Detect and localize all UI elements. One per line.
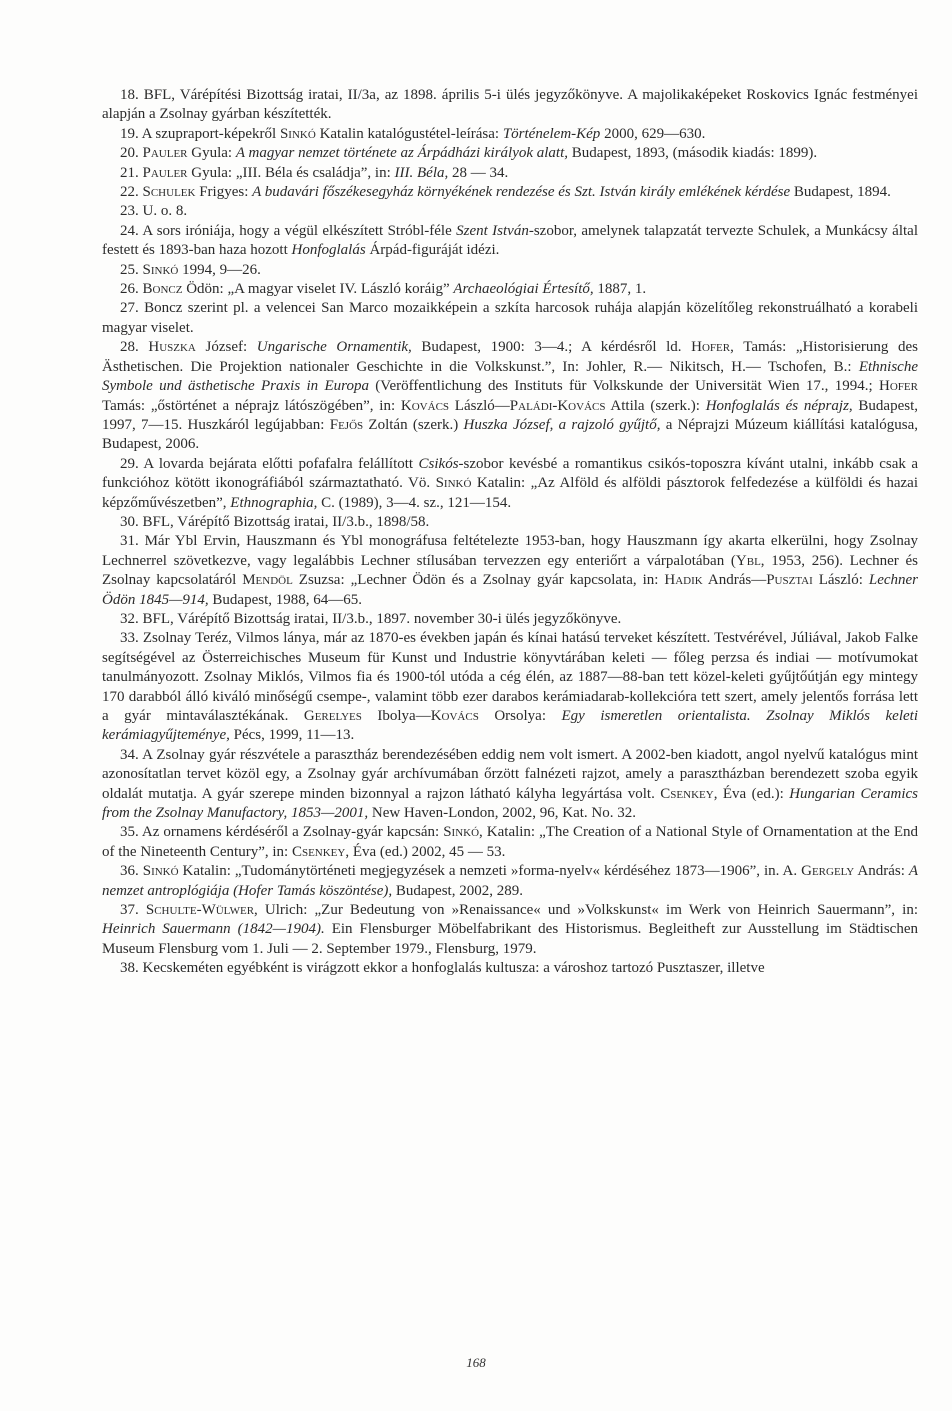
footnote-text: Frigyes: (195, 184, 253, 201)
footnotes-list (102, 86, 918, 979)
footnote-text: 1887, 1. (593, 281, 647, 298)
footnote-22 (102, 183, 918, 202)
footnote-34 (102, 746, 918, 824)
footnote-23 (102, 202, 918, 221)
footnote-text: Kovács (400, 397, 450, 414)
footnote-text: Schulek (142, 184, 196, 201)
footnote-30 (102, 513, 918, 532)
footnote-text: Árpád-figuráját idézi. (365, 242, 500, 259)
footnote-text: Sinkó (142, 261, 179, 278)
footnote-text: 24. A sors iróniája, hogy a végül elkészített Stróbl-féle (120, 222, 457, 239)
footnote-text: Lechner Ödön 1845—914, (102, 572, 919, 608)
footnote-text: Szent István (456, 222, 529, 239)
footnote-text: 34. A Zsolnay gyár részvétele a parasztház berendezésében eddig nem volt ismert. A 2002-ben kiadott, angol nyelvű katalógus mint azonosítatlan tervet közöl egy, a Zsolnay gyár archívumában őrzött falnézeti rajzot, amely a parasztházban berendezett szoba egyik oldalát mutatja. A gyár szerepe minden bizonnyal a rajzon látható kályha legyártása volt. (102, 746, 918, 802)
footnote-text: 28. (120, 339, 149, 356)
footnote-29 (102, 455, 918, 513)
footnote-text: Gerelyes (303, 708, 362, 724)
footnote-text: Heinrich Sauermann (1842—1904). (102, 921, 325, 938)
footnote-26 (102, 280, 918, 299)
footnote-text: A magyar nemzet története az Árpádházi királyok alatt, (235, 145, 569, 162)
footnote-35 (102, 823, 918, 862)
footnote-text: 32. BFL, Várépítő Bizottság iratai, II/3.b., 1897. november 30-i ülés jegyzőkönyve. (120, 610, 622, 627)
footnote-text: , Tamás: „Historisierung des Ästhetischen. Die Projektion nationaler Geschichte in die Volkskunst.”, In: Johler, R.— Nikitsch, H.— Tschofen, B.: (102, 339, 919, 375)
footnote-text: Boncz (142, 281, 183, 298)
footnote-text: Ethnische Symbole und ästhetische Praxis in Europa (102, 358, 918, 395)
footnote-31 (102, 532, 918, 610)
footnote-text: Budapest, 1997, 7—15. Huszkáról legújabban: (102, 397, 919, 433)
footnote-text: 33. Zsolnay Teréz, Vilmos lánya, már az 1870-es években japán és kínai hatású terveket készített. Testvérével, Júliával, Jakob Falke segítségével az Österreichisches Museum für Kunst und Industrie könyvtárában keleti — főleg perzsa és indiai — motívumokat tanulmányozott. Zsolnay Miklós, Vilmos fia és 1900-tól utóda a cég élén, az 1887—88-ban tett közel-keleti gyűjtőútján egy mintegy 170 darabból álló kiváló minőségű csempe-, valamint több ezer darabos kerámiadarab-kollekcióra tett szert, amely jelentős forrása lett a gyár mintaválasztékának. (102, 630, 918, 724)
footnote-text: A nemzet antroplógiája (Hofer Tamás köszöntése), (102, 863, 919, 899)
footnote-text: Ibolya— (361, 708, 431, 724)
footnote-text: Pusztai (766, 572, 813, 589)
footnote-37 (102, 901, 918, 959)
footnote-text: Budapest, 1900: 3—4.; A kérdésről ld. (411, 339, 692, 356)
footnote-text: , 1953, 256). Lechner és Zsolnay kapcsolatáról (102, 552, 918, 589)
footnote-text: Honfoglalás és néprajz, (705, 397, 853, 414)
footnote-text: Csikós (418, 455, 459, 472)
footnote-text: József: (195, 339, 257, 356)
footnote-text: Mendöl (242, 572, 293, 589)
footnote-text: László— (449, 397, 510, 414)
footnote-27 (102, 299, 918, 338)
footnote-text: 37. (120, 902, 146, 919)
footnote-text: Fejős (329, 416, 364, 433)
footnote-text: Történelem-Kép (502, 125, 601, 142)
footnote-text: 29. A lovarda bejárata előtti pofafalra felállított (120, 455, 419, 472)
footnote-text: Ethnographia, (230, 494, 318, 511)
footnote-text: Budapest, 2002, 289. (392, 882, 523, 899)
page-number: 168 (466, 1355, 486, 1370)
footnote-text: Budapest, 1988, 64—65. (208, 591, 362, 608)
footnote-text: Egy ismeretlen orientalista. Zsolnay Miklós keleti kerámiagyűjteménye, (102, 708, 918, 744)
footnote-text: , Éva (ed.): (713, 785, 790, 802)
footnote-text: András: (854, 863, 909, 880)
footnote-text: 21. (120, 164, 143, 181)
footnote-text: Budapest, 1894. (790, 184, 891, 201)
footnote-text: , Éva (ed.) 2002, 45 — 53. (345, 843, 506, 860)
footnote-text: 30. BFL, Várépítő Bizottság iratai, II/3.b., 1898/58. (120, 513, 430, 530)
footnote-text: Archaeológiai Értesítő, (453, 281, 594, 298)
footnote-text: Sinkó (443, 824, 480, 841)
footnote-text: Orsolya: (478, 708, 562, 724)
footnote-text: Huszka József, a rajzoló gyűjtő, (463, 416, 661, 433)
footnote-text: Hungarian Ceramics from the Zsolnay Manufactory, 1853—2001, (102, 785, 918, 822)
footnote-text: Csenkey (660, 785, 714, 802)
footnote-28 (102, 338, 918, 454)
footnote-text: 36. (120, 863, 143, 880)
footnote-text: Gyula: „III. Béla és családja”, in: (187, 164, 395, 181)
footnote-text: Honfoglalás (291, 242, 366, 259)
footnote-38 (102, 959, 918, 978)
footnote-text: Ödön: „A magyar viselet IV. László koráig” (182, 281, 454, 298)
footnote-text: III. Béla, (394, 164, 449, 181)
footnote-text: Pauler (142, 164, 188, 181)
footnote-24 (102, 222, 918, 261)
footnote-text: Pécs, 1999, 11—13. (229, 727, 355, 744)
footnote-text: -szobor, amelynek talapzatát tervezte Schulek, a Munkácsy által festett és 1893-ban haza hozott (102, 222, 918, 259)
footnote-text: Attila (szerk.): (605, 397, 706, 414)
footnote-text: Sinkó (142, 863, 179, 880)
footnote-text: Hadik (664, 572, 703, 589)
footnote-text: Tamás: „őstörténet a néprajz látószögében”, in: (102, 397, 401, 414)
footnote-text: 27. Boncz szerint pl. a velencei San Marco mozaikképein a szkíta harcosok ruhája alapján közelítőleg rekonstruálható a korabeli magyar viselet. (102, 300, 918, 336)
footnote-text: , Katalin: „The Creation of a National Style of Ornamentation at the End of the Nineteenth Century”, in: (102, 824, 918, 860)
footnote-33 (102, 629, 918, 745)
footnote-text: 25. (120, 261, 143, 278)
footnote-text: 23. U. o. 8. (120, 203, 188, 220)
footnote-text: -szobor kevésbé a romantikus csikós-toposzra kívánt utalni, inkább csak a funkcióhoz kötött ikonográfiából származtatható. Vö. (102, 455, 918, 492)
footnote-text: 22. (120, 184, 143, 201)
footnote-text: Kovács (430, 708, 479, 724)
footnote-text: Hofer (691, 339, 731, 356)
footnote-text: Pauler (142, 145, 188, 162)
footnote-text: Schulte-Wülwer (145, 902, 255, 919)
footnote-text: Ungarische Ornamentik, (256, 339, 412, 356)
footnote-text: Katalin katalógustétel-leírása: (315, 125, 503, 142)
footnote-text: 18. BFL, Várépítési Bizottság iratai, II/3a, az 1898. április 5-i ülés jegyzőkönyve. A majolikaképeket Roskovics Ignác festményei alapján a Zsolnay gyárban készítették. (102, 87, 918, 123)
footnote-text: Zoltán (szerk.) (363, 416, 464, 433)
footnote-text: László: (812, 572, 869, 589)
footnote-text: András— (702, 572, 767, 589)
footnote-text: , Ulrich: „Zur Bedeutung von »Renaissance« und »Volkskunst« im Werk von Heinrich Sauermann”, in: (254, 902, 918, 919)
footnote-text: (Veröffentlichung des Instituts für Volkskunde der Universität Wien 17., 1994.; (368, 378, 880, 395)
footnote-text: Paládi-Kovács (509, 397, 606, 414)
footnote-text: New Haven-London, 2002, 96, Kat. No. 32. (368, 805, 636, 822)
footnote-text: Ybl (735, 552, 761, 569)
footnote-text: Ein Flensburger Möbelfabrikant des Historismus. Begleitheft zur Ausstellung im Städtischen Museum Flensburg vom 1. Juli — 2. September 1979., Flensburg, 1979. (102, 921, 918, 957)
footnote-20 (102, 144, 918, 163)
footnote-text: 38. Kecskeméten egyébként is virágzott ekkor a honfoglalás kultusza: a városhoz tartozó Pusztaszer, illetve (120, 960, 765, 977)
footnote-text: A budavári főszékesegyház környékének rendezése és Szt. István király emlékének kérdése (252, 184, 791, 201)
footnote-text: 1994, 9—26. (178, 261, 261, 278)
footnote-21 (102, 164, 918, 183)
footnote-18 (102, 86, 918, 125)
footnote-text: C. (1989), 3—4. sz., 121—154. (317, 494, 512, 511)
footnote-19 (102, 125, 918, 144)
footnote-25 (102, 261, 918, 280)
footnote-text: 31. Már Ybl Ervin, Hauszmann és Ybl monográfusa feltételezte 1953-ban, hogy Hauszmann így akarta elkerülni, hogy Zsolnay Lechnerrel szövetkezve, vagy legalábbis Lechner stílusában tervezzen egy enteriőrt a várpalotában ( (102, 533, 918, 569)
footnote-text: 35. Az ornamens kérdéséről a Zsolnay-gyár kapcsán: (120, 824, 444, 841)
footnote-text: Sinkó (279, 125, 316, 142)
footnote-text: Huszka (148, 339, 196, 356)
footnote-text: Budapest, 1893, (második kiadás: 1899). (568, 145, 818, 162)
footnote-text: 20. (120, 145, 143, 162)
footnote-text: 26. (120, 281, 143, 298)
footnote-text: 19. A szupraport-képekről (120, 125, 280, 142)
footnote-32 (102, 610, 918, 629)
footnote-text: Katalin: „Tudománytörténeti megjegyzések a nemzeti »forma-nyelv« kérdéséhez 1873—1906”, in. A. (178, 863, 802, 880)
footnote-text: 28 — 34. (448, 164, 509, 181)
footnote-text: Csenkey (291, 843, 346, 860)
footnote-text: Gyula: (187, 145, 236, 162)
footnote-text: Hofer (879, 378, 918, 395)
footnote-text: Gergely (801, 863, 855, 880)
footnote-text: Zsuzsa: „Lechner Ödön és a Zsolnay gyár kapcsolata, in: (292, 572, 665, 589)
footnote-text: 2000, 629—630. (600, 125, 706, 142)
footnote-36 (102, 862, 918, 901)
footnote-text: Katalin: „Az Alföld és alföldi pásztorok felfedezése a külföldi és hazai képzőművészetben”, (102, 475, 918, 511)
footnote-text: Sinkó (435, 475, 472, 492)
footnote-text: a Néprajzi Múzeum kiállítási katalógusa, Budapest, 2006. (102, 416, 919, 453)
